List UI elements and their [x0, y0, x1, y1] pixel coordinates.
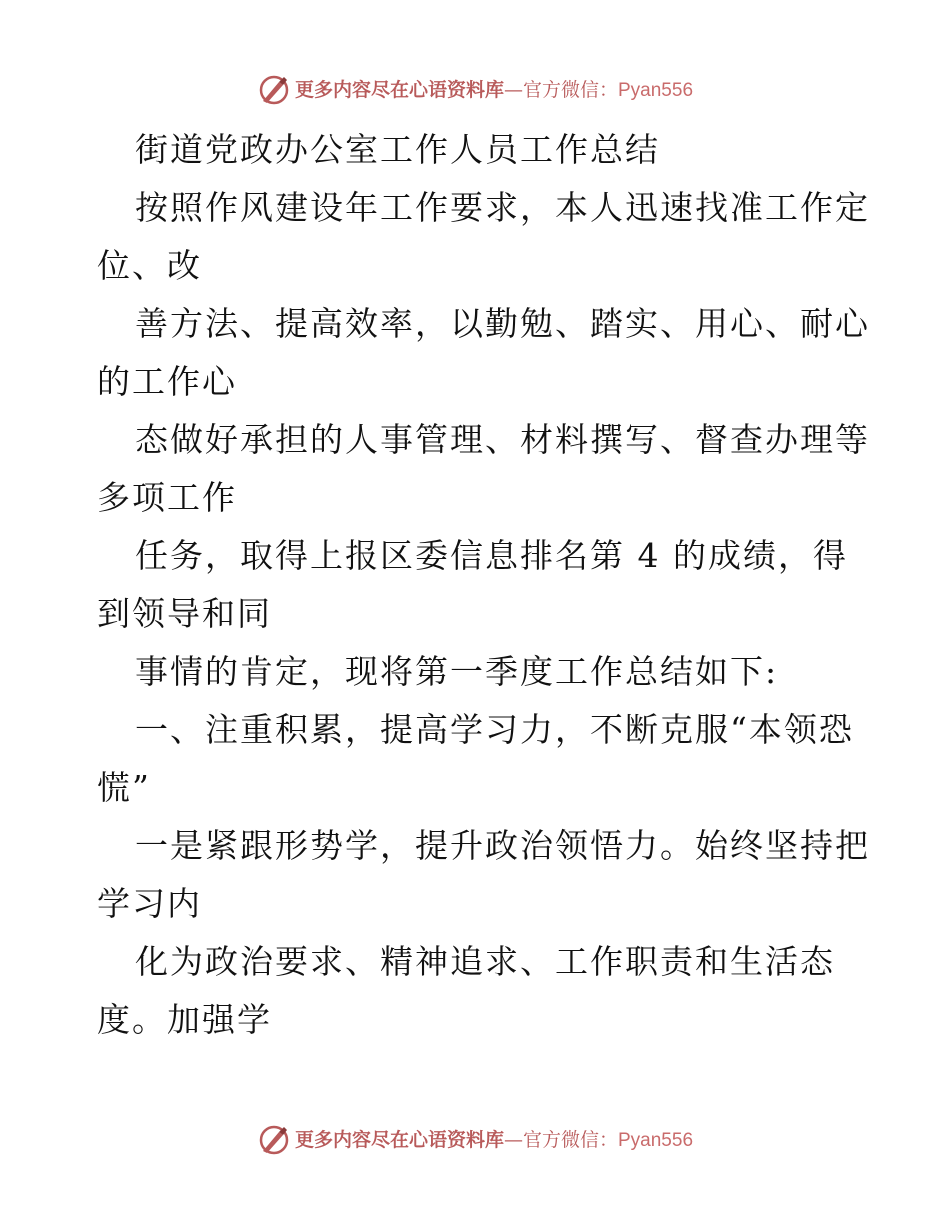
- header-watermark: [0, 70, 950, 110]
- watermark-sub-text: 官方微信：: [522, 78, 618, 101]
- footer-watermark: [0, 1120, 950, 1160]
- section-heading: 一、注重积累，提高学习力，不断克服“本领恐: [135, 710, 854, 749]
- watermark-dash: —: [503, 78, 523, 101]
- paragraph-line: 学习内: [97, 884, 202, 923]
- paragraph-line: 多项工作: [97, 478, 237, 517]
- watermark-id-text: Pyan556: [618, 79, 694, 101]
- paragraph-line: 度。加强学: [97, 1000, 272, 1039]
- section-heading-continued: 慌”: [97, 768, 151, 807]
- watermark-dash: —: [503, 1128, 523, 1151]
- paragraph-line: 事情的肯定，现将第一季度工作总结如下:: [135, 652, 779, 691]
- watermark-id-text: Pyan556: [618, 1129, 694, 1151]
- paragraph-line: 一是紧跟形势学，提升政治领悟力。始终坚持把: [135, 826, 870, 865]
- document-title: 街道党政办公室工作人员工作总结: [135, 130, 660, 169]
- pen-logo-icon: [257, 1123, 291, 1157]
- paragraph-line: 的工作心: [97, 362, 237, 401]
- paragraph-line: 态做好承担的人事管理、材料撰写、督查办理等: [135, 420, 870, 459]
- paragraph-line: 到领导和同: [97, 594, 272, 633]
- paragraph-line: 化为政治要求、精神追求、工作职责和生活态: [135, 942, 835, 981]
- watermark-main-text: 更多内容尽在心语资料库: [294, 78, 504, 101]
- watermark-sub-text: 官方微信：: [522, 1128, 618, 1151]
- watermark-main-text: 更多内容尽在心语资料库: [294, 1128, 504, 1151]
- pen-logo-icon: [257, 73, 291, 107]
- paragraph-line: 任务，取得上报区委信息排名第 4 的成绩，得: [135, 536, 848, 575]
- paragraph-line: 按照作风建设年工作要求，本人迅速找准工作定: [135, 188, 870, 227]
- paragraph-line: 善方法、提高效率，以勤勉、踏实、用心、耐心: [135, 304, 870, 343]
- paragraph-line: 位、改: [97, 246, 202, 285]
